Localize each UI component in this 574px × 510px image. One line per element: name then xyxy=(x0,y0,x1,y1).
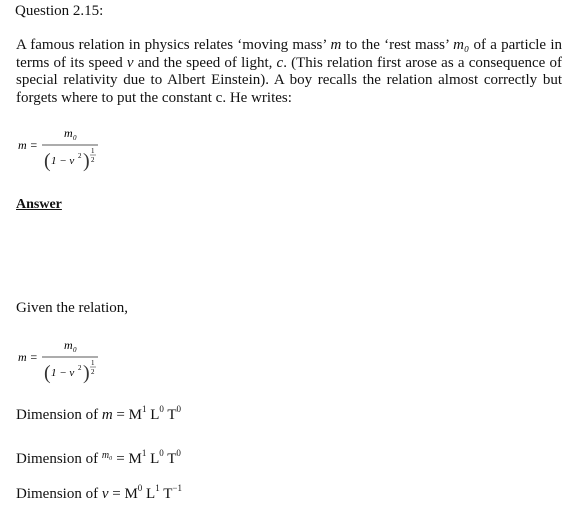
formula-numerator: m xyxy=(64,338,73,352)
relation-formula xyxy=(16,124,126,188)
given-text: Given the relation, xyxy=(16,300,129,316)
dimension-m0: Dimension of $^{m_0} = M^1$ $L^0$ $T^0$ xyxy=(16,448,181,467)
formula-lhs: m = xyxy=(18,350,38,364)
question-title: Question 2.15: xyxy=(15,3,104,19)
relation-formula-repeat xyxy=(16,336,126,400)
svg-text:(: ( xyxy=(44,362,51,384)
formula-v-exp: 2 xyxy=(78,152,82,160)
svg-text:): ) xyxy=(83,150,90,172)
dimension-v: Dimension of $v = M^0$ $L^1$ $T^{-1}$ xyxy=(16,483,182,502)
formula-exp-den: 2 xyxy=(91,368,95,376)
formula-exp-num: 1 xyxy=(91,147,95,155)
formula-exp-den: 2 xyxy=(91,156,95,164)
problem-statement: A famous relation in physics relates ‘moving mass’ m to the ‘rest mass’ m₀ of a particle in terms of its speed v and the speed of light, c. (This relation first arose as a consequence of special relativity due to Albert Einstein). A boy recalls the relation almost correctly but forgets where to put the constant c. He writes: xyxy=(16,37,563,106)
answer-heading: Answer xyxy=(16,197,62,212)
formula-v-exp: 2 xyxy=(78,364,82,372)
dimension-m: Dimension of $m = M^1$ $L^0$ $T^0$ xyxy=(16,404,182,423)
formula-base: 1 − v xyxy=(51,155,75,167)
formula-numerator-sub: 0 xyxy=(73,134,77,142)
svg-text:(: ( xyxy=(44,150,51,172)
formula-numerator: m xyxy=(64,126,73,140)
formula-lhs: m = xyxy=(18,138,38,152)
svg-text:): ) xyxy=(83,362,90,384)
formula-base: 1 − v xyxy=(51,367,75,379)
formula-exp-num: 1 xyxy=(91,359,95,367)
formula-numerator-sub: 0 xyxy=(73,346,77,354)
